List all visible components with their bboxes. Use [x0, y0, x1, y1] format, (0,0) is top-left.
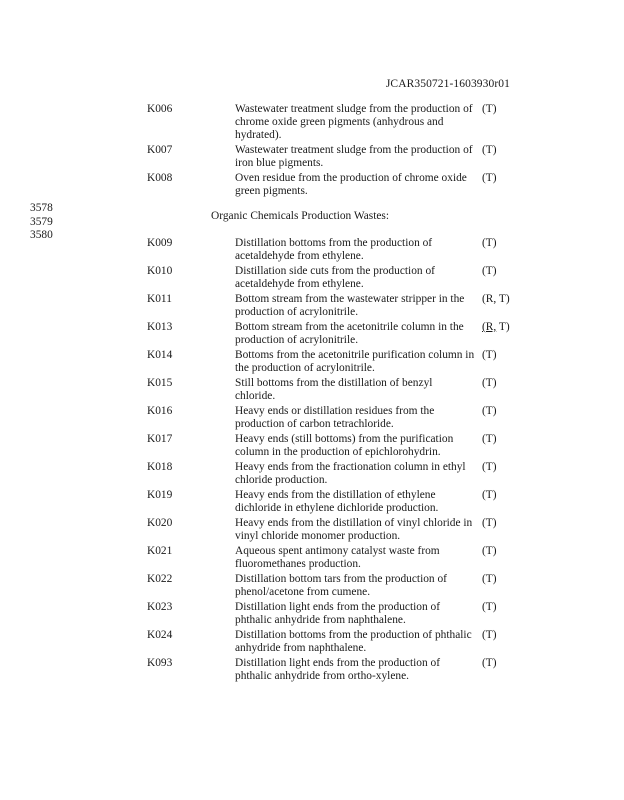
waste-entry-k020: [147, 517, 537, 543]
hazard-code: (T): [482, 103, 497, 115]
hazard-code: (T): [482, 144, 497, 156]
waste-code: K017: [147, 433, 173, 445]
line-number: 3578: [30, 202, 53, 214]
waste-entry-k023: [147, 601, 537, 627]
waste-code: K009: [147, 237, 173, 249]
waste-entry-k009: [147, 237, 537, 263]
waste-entry-k019: [147, 489, 537, 515]
hazard-code: (T): [482, 265, 497, 277]
waste-code-list: [147, 103, 537, 685]
waste-description: Aqueous spent antimony catalyst waste from fluoromethanes production.: [235, 545, 440, 570]
waste-description: Bottom stream from the acetonitrile column in the production of acrylonitrile.: [235, 321, 464, 346]
waste-description: Distillation light ends from the production of phthalic anhydride from ortho-xylene.: [235, 657, 441, 682]
waste-entry-k017: [147, 433, 537, 459]
waste-description: Still bottoms from the distillation of benzyl chloride.: [235, 377, 433, 402]
waste-description: Bottoms from the acetonitrile purification column in the production of acrylonitrile.: [235, 349, 475, 374]
waste-code: K015: [147, 377, 173, 389]
waste-code: K021: [147, 545, 173, 557]
waste-description: Heavy ends (still bottoms) from the purification column in the production of epichlorohydrin.: [235, 433, 454, 458]
waste-code: K016: [147, 405, 173, 417]
waste-description: Heavy ends from the fractionation column in ethyl chloride production.: [235, 461, 466, 486]
line-number: 3579: [30, 215, 53, 228]
waste-description: Distillation side cuts from the production of acetaldehyde from ethylene.: [235, 265, 435, 290]
hazard-code: (T): [482, 629, 497, 641]
hazard-code: (T): [482, 461, 497, 473]
waste-entry-k093: [147, 657, 537, 683]
waste-code: K023: [147, 601, 173, 613]
line-number: 3580: [30, 229, 53, 241]
waste-code: K024: [147, 629, 173, 641]
waste-entry-k024: [147, 629, 537, 655]
waste-description: Distillation bottoms from the production of phthalic anhydride from naphthalene.: [235, 629, 472, 654]
hazard-code: (R, T): [482, 293, 510, 305]
waste-code: K018: [147, 461, 173, 473]
section-heading: Organic Chemicals Production Wastes:: [211, 210, 390, 222]
waste-entry-k013: [147, 321, 537, 347]
hazard-code: (T): [482, 405, 497, 417]
hazard-code: (T): [482, 657, 497, 669]
waste-description: Heavy ends from the distillation of ethylene dichloride in ethylene dichloride production.: [235, 489, 439, 514]
waste-code: K007: [147, 144, 173, 156]
hazard-code: [482, 321, 510, 334]
waste-entry-k006: [147, 103, 537, 142]
hazard-code-amended: (R,: [482, 321, 497, 333]
waste-description: Heavy ends or distillation residues from the production of carbon tetrachloride.: [235, 405, 435, 430]
waste-description: Wastewater treatment sludge from the production of chrome oxide green pigments (anhydrous and hydrated).: [235, 103, 473, 141]
waste-code: K014: [147, 349, 173, 361]
hazard-code: (T): [482, 601, 497, 613]
waste-description: Heavy ends from the distillation of vinyl chloride in vinyl chloride monomer production.: [235, 517, 473, 542]
waste-description: Distillation bottoms from the production of acetaldehyde from ethylene.: [235, 237, 433, 262]
waste-description: Wastewater treatment sludge from the production of iron blue pigments.: [235, 144, 473, 169]
hazard-code: (T): [482, 433, 497, 445]
waste-code: K013: [147, 321, 173, 333]
waste-entry-k007: [147, 144, 537, 170]
line-numbers: [30, 202, 53, 243]
waste-entry-k014: [147, 349, 537, 375]
waste-entry-k016: [147, 405, 537, 431]
waste-entry-k010: [147, 265, 537, 291]
waste-code: K011: [147, 293, 172, 305]
waste-code: K010: [147, 265, 173, 277]
waste-code: K019: [147, 489, 173, 501]
waste-code: K093: [147, 657, 173, 669]
waste-entry-k011: [147, 293, 537, 319]
waste-code: K006: [147, 103, 173, 115]
waste-entry-k015: [147, 377, 537, 403]
waste-description: Distillation bottom tars from the production of phenol/acetone from cumene.: [235, 573, 447, 598]
waste-code: K008: [147, 172, 173, 184]
hazard-code: (T): [482, 489, 497, 501]
hazard-code-rest: T): [496, 321, 510, 333]
hazard-code: (T): [482, 349, 497, 361]
waste-description: Distillation light ends from the production of phthalic anhydride from naphthalene.: [235, 601, 441, 626]
hazard-code: (T): [482, 172, 497, 184]
hazard-code: (T): [482, 237, 497, 249]
waste-description: Bottom stream from the wastewater stripper in the production of acrylonitrile.: [235, 293, 465, 318]
waste-code: K022: [147, 573, 173, 585]
hazard-code: (T): [482, 377, 497, 389]
document-id: JCAR350721-1603930r01: [385, 78, 510, 90]
waste-entry-k021: [147, 545, 537, 571]
waste-entry-k018: [147, 461, 537, 487]
waste-entry-k022: [147, 573, 537, 599]
hazard-code: (T): [482, 517, 497, 529]
waste-entry-k008: [147, 172, 537, 198]
hazard-code: (T): [482, 545, 497, 557]
waste-code: K020: [147, 517, 173, 529]
waste-description: Oven residue from the production of chrome oxide green pigments.: [235, 172, 467, 197]
hazard-code: (T): [482, 573, 497, 585]
